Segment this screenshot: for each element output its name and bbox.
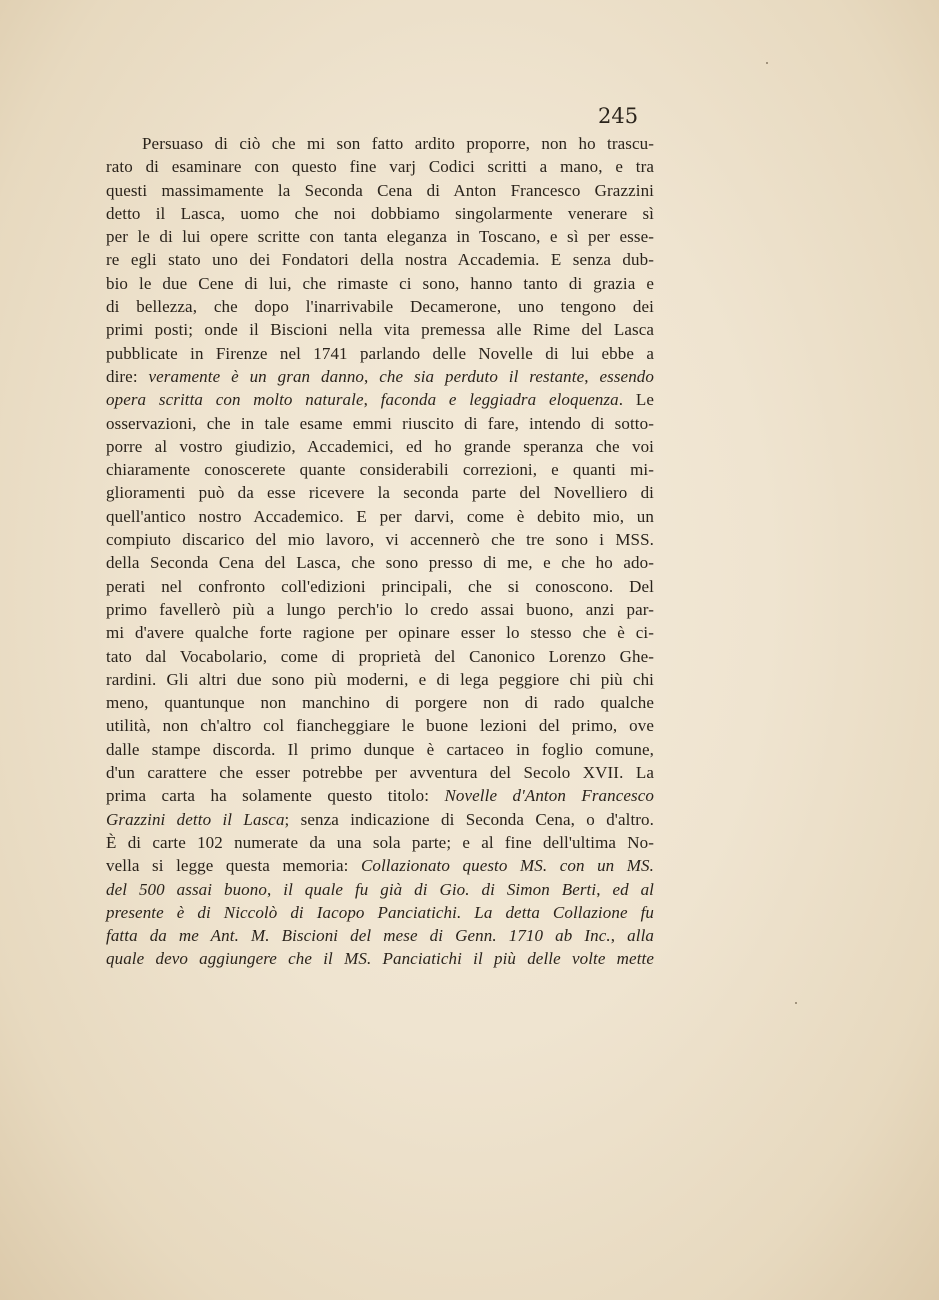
text-line <box>106 179 654 202</box>
text-segment: della Seconda Cena del Lasca, che sono presso di me, e che ho ado- <box>106 553 654 573</box>
text-segment: mi d'avere qualche forte ragione per opinare esser lo stesso che è ci- <box>106 623 654 643</box>
italic-text-segment: alla <box>627 926 654 946</box>
text-segment: , <box>267 879 284 899</box>
text-line <box>106 365 654 388</box>
text-line <box>106 878 654 901</box>
text-segment: questi massimamente la Seconda Cena di Anton Francesco Grazzini <box>106 180 654 200</box>
text-segment: prima carta ha solamente questo titolo: <box>106 786 445 806</box>
text-line <box>106 481 654 504</box>
text-line <box>106 202 654 225</box>
text-line <box>106 155 654 178</box>
text-segment: , <box>364 366 380 386</box>
italic-text-segment: Grazzini detto il Lasca <box>106 809 285 829</box>
paper-speck <box>795 1002 797 1004</box>
text-segment: primi posti; onde il Biscioni nella vita premessa alle Rime del Lasca <box>106 320 654 340</box>
text-line <box>106 668 654 691</box>
italic-text-segment: veramente è un gran danno <box>148 366 365 386</box>
italic-text-segment: Collazionato questo MS. con un MS. <box>360 856 654 876</box>
text-segment: chiaramente conoscerete quante considerabili correzioni, e quanti mi- <box>106 460 654 480</box>
text-segment: detto il Lasca, uomo che noi dobbiamo singolarmente venerare sì <box>106 203 654 223</box>
text-line <box>106 854 654 877</box>
italic-text-segment: opera scritta con molto naturale <box>106 390 364 410</box>
text-line <box>106 342 654 365</box>
text-line <box>106 575 654 598</box>
text-line <box>106 435 654 458</box>
text-segment: pubblicate in Firenze nel 1741 parlando delle Novelle di lui ebbe a <box>106 343 654 363</box>
italic-text-segment: presente è di Niccolò di Iacopo Panciatichi. La detta Collazione fu <box>106 902 654 922</box>
text-segment: , <box>363 390 381 410</box>
text-line <box>106 598 654 621</box>
text-segment: rardini. Gli altri due sono più moderni, e di lega peggiore chi più chi <box>106 669 654 689</box>
italic-text-segment: quale devo aggiungere che il MS. Panciatichi il più delle volte mette <box>106 949 654 969</box>
text-segment: quell'antico nostro Accademico. E per darvi, come è debito mio, un <box>106 506 654 526</box>
text-line <box>106 924 654 947</box>
text-line <box>106 738 654 761</box>
text-line <box>106 318 654 341</box>
text-segment: perati nel confronto coll'edizioni principali, che si conoscono. Del <box>106 576 654 596</box>
text-line <box>106 761 654 784</box>
text-segment: Persuaso di ciò che mi son fatto ardito proporre, non ho trascu- <box>142 134 654 153</box>
italic-text-segment: ed al <box>612 879 655 899</box>
text-line <box>106 714 654 737</box>
page-number: 245 <box>598 104 639 128</box>
italic-text-segment: del 500 assai buono <box>106 879 267 899</box>
text-segment: primo favellerò più a lungo perch'io lo credo assai buono, anzi par- <box>106 599 654 619</box>
text-line <box>106 272 654 295</box>
text-line <box>106 505 654 528</box>
text-line <box>106 784 654 807</box>
text-segment: ; senza indicazione di Seconda Cena, o d'altro. <box>284 809 654 829</box>
body-text <box>106 132 654 971</box>
italic-text-segment: essendo <box>599 366 654 386</box>
text-line <box>106 831 654 854</box>
text-segment: , <box>596 879 613 899</box>
text-line <box>106 691 654 714</box>
italic-text-segment: fatta da me Ant. M. Biscioni del mese di Genn. 1710 ab Inc. <box>106 926 611 946</box>
text-segment: È di carte 102 numerate da una sola parte; e al fine dell'ultima No- <box>106 832 654 852</box>
text-line <box>106 412 654 435</box>
text-line <box>106 248 654 271</box>
text-line <box>106 901 654 924</box>
text-segment: rato di esaminare con questo fine varj Codici scritti a mano, e tra <box>106 157 654 177</box>
text-segment: dalle stampe discorda. Il primo dunque è cartaceo in foglio comune, <box>106 739 654 759</box>
text-segment: , <box>584 366 600 386</box>
text-segment: , <box>610 926 628 946</box>
text-segment: utilità, non ch'altro col fiancheggiare le buone lezioni del primo, ove <box>106 716 654 736</box>
text-segment: bio le due Cene di lui, che rimaste ci sono, hanno tanto di grazia e <box>106 273 654 293</box>
italic-text-segment: il quale fu già di Gio. di Simon Berti <box>283 879 597 899</box>
italic-text-segment: che sia perduto il restante <box>379 366 585 386</box>
text-line <box>106 295 654 318</box>
text-line <box>106 388 654 411</box>
text-line <box>106 947 654 970</box>
text-segment: vella si legge questa memoria: <box>106 856 361 876</box>
text-segment: compiuto discarico del mio lavoro, vi accennerò che tre sono i MSS. <box>106 530 654 550</box>
text-segment: osservazioni, che in tale esame emmi riuscito di fare, intendo di sotto- <box>106 413 654 433</box>
text-line <box>106 132 654 155</box>
text-line <box>106 621 654 644</box>
text-line <box>106 528 654 551</box>
text-segment: . Le <box>618 390 654 410</box>
text-line <box>106 551 654 574</box>
text-segment: per le di lui opere scritte con tanta eleganza in Toscano, e sì per esse- <box>106 227 654 247</box>
text-segment: glioramenti può da esse ricevere la seconda parte del Novelliero di <box>106 483 654 503</box>
text-segment: meno, quantunque non manchino di porgere non di rado qualche <box>106 693 654 713</box>
text-line <box>106 225 654 248</box>
text-line <box>106 808 654 831</box>
italic-text-segment: faconda e leggiadra eloquenza <box>380 390 619 410</box>
text-line <box>106 458 654 481</box>
text-segment: re egli stato uno dei Fondatori della nostra Accademia. E senza dub- <box>106 250 654 270</box>
text-segment: tato dal Vocabolario, come di proprietà del Canonico Lorenzo Ghe- <box>106 646 654 666</box>
text-segment: porre al vostro giudizio, Accademici, ed ho grande speranza che voi <box>106 436 654 456</box>
text-segment: di bellezza, che dopo l'inarrivabile Decamerone, uno tengono dei <box>106 297 654 317</box>
text-line <box>106 645 654 668</box>
italic-text-segment: Novelle d'Anton Francesco <box>444 786 654 806</box>
text-segment: dire: <box>106 366 149 386</box>
paper-speck <box>766 62 768 64</box>
text-segment: d'un carattere che esser potrebbe per avventura del Secolo XVII. La <box>106 763 654 783</box>
